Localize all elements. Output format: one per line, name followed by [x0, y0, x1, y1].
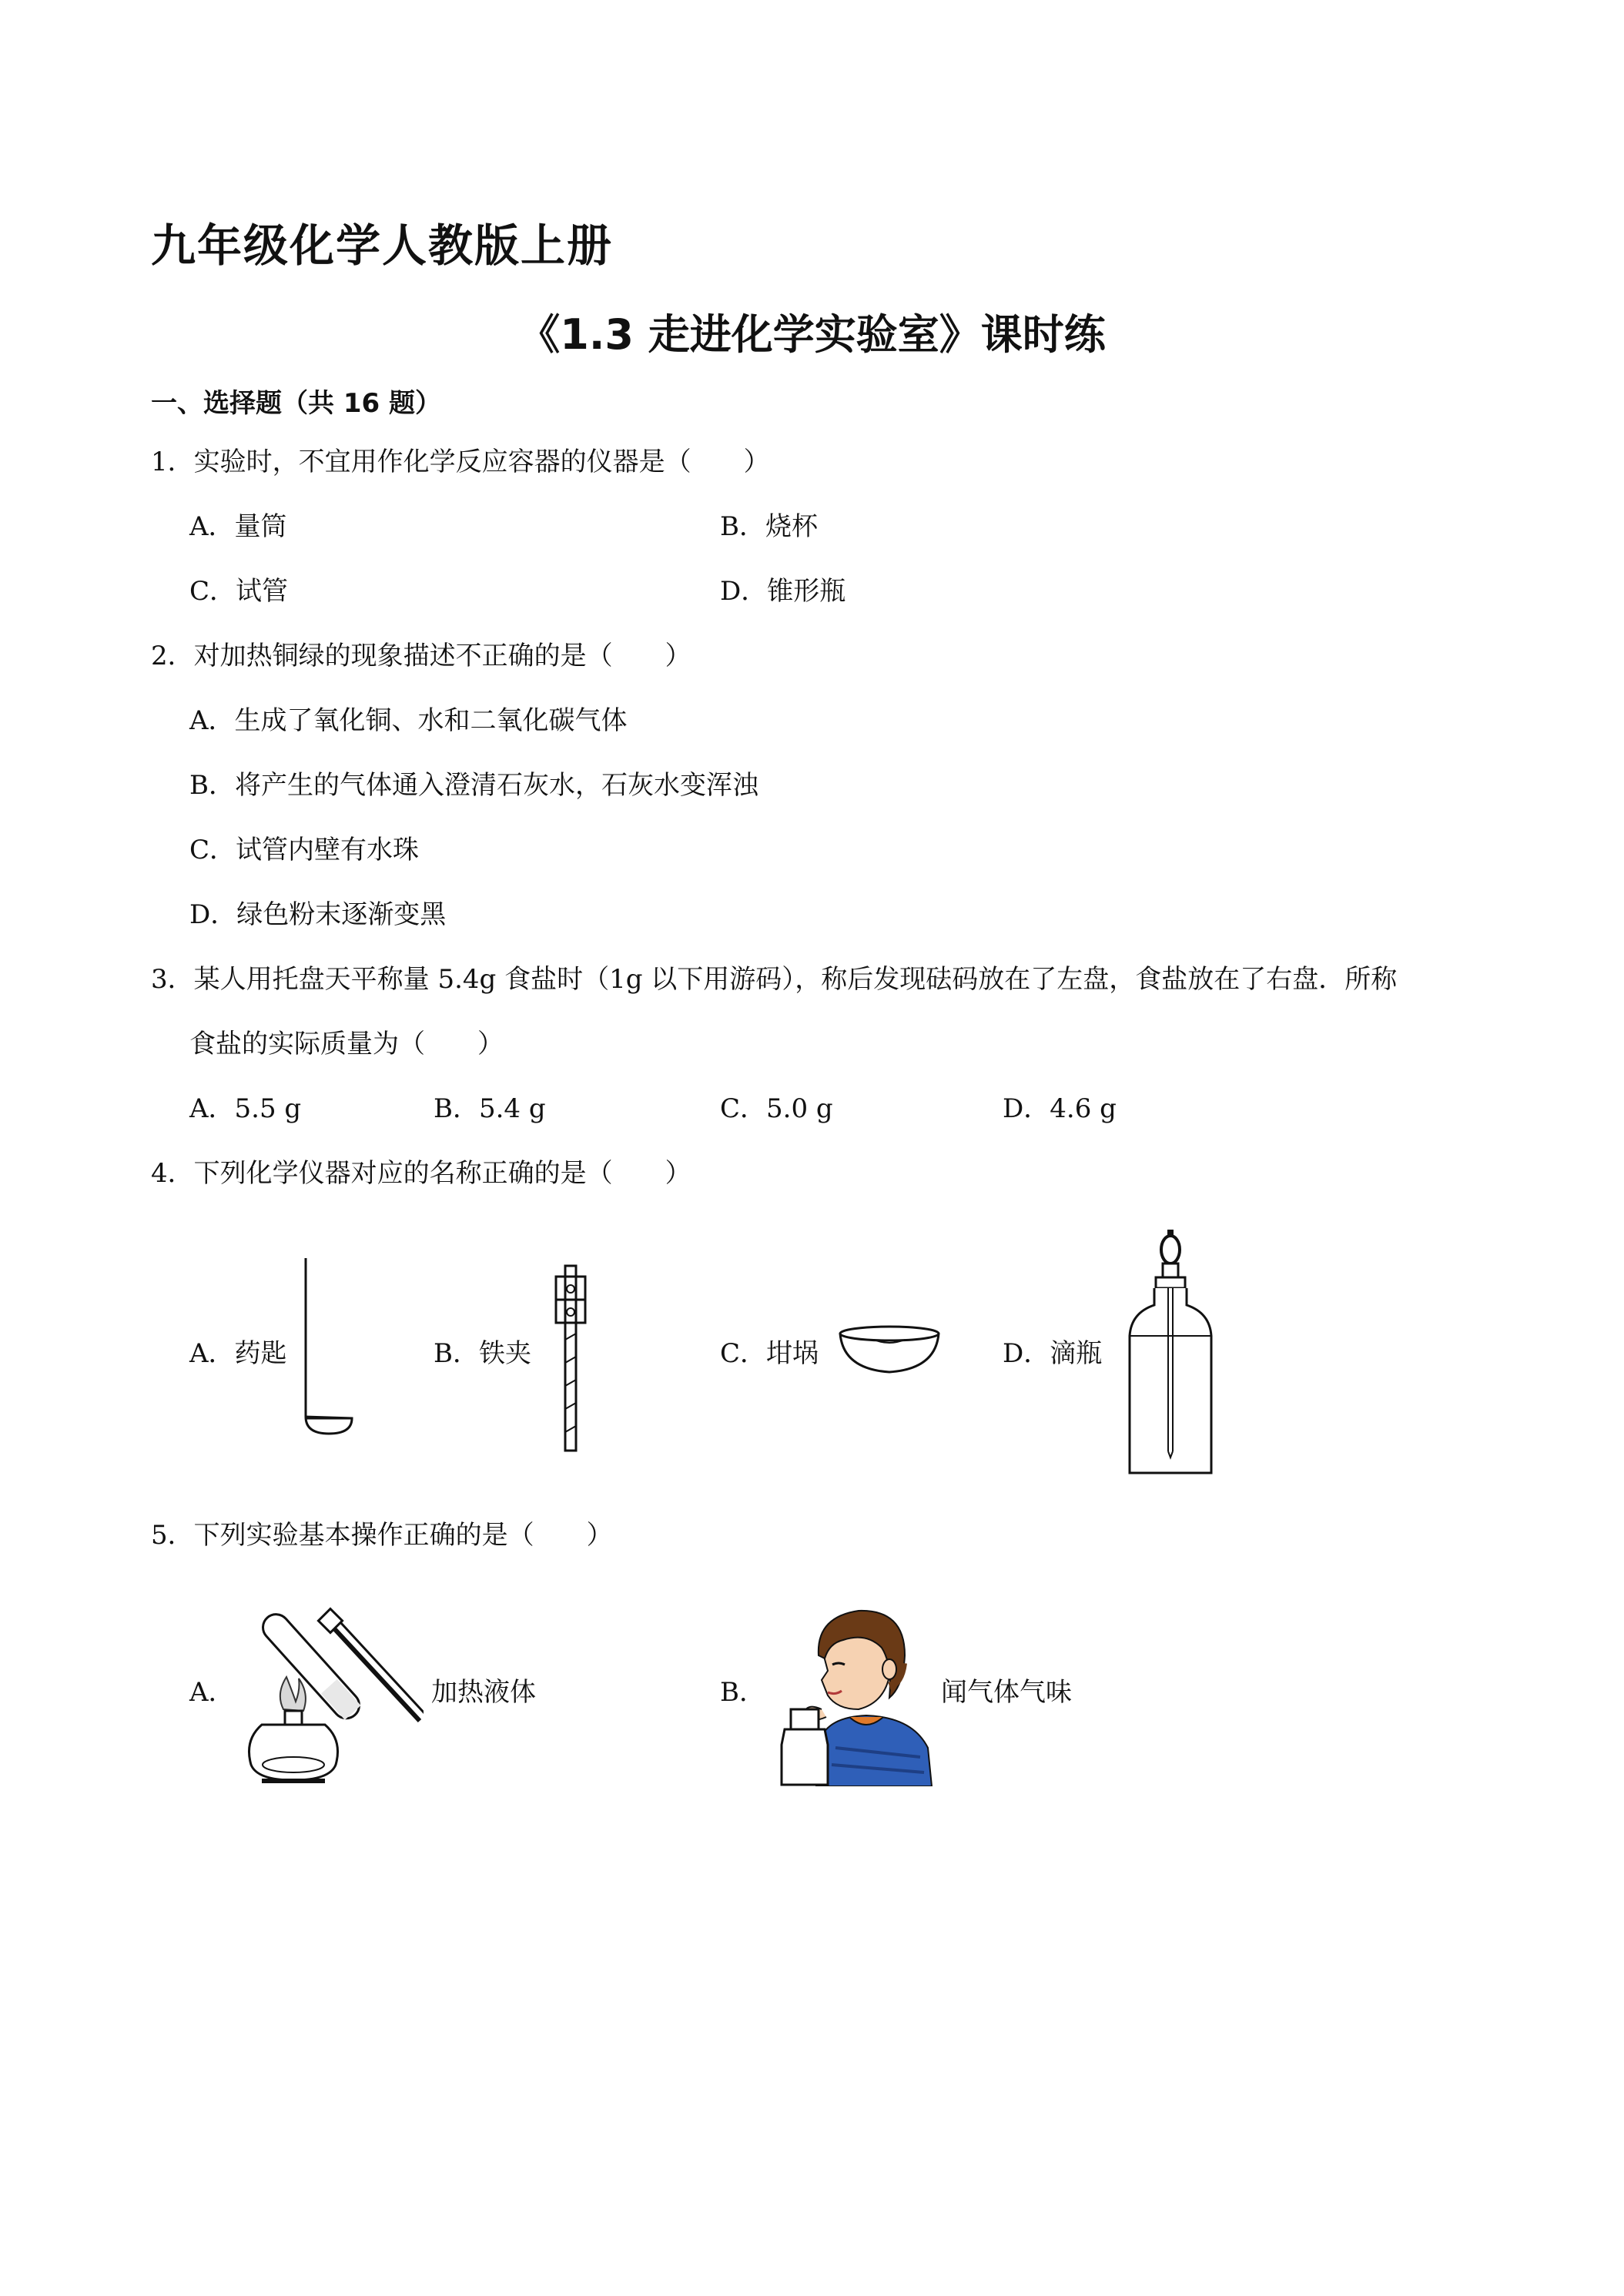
question-1-option-c[interactable]: C．试管 — [189, 576, 289, 607]
question-4-option-d[interactable]: D．滴瓶 — [1003, 1338, 1103, 1369]
question-2-option-a[interactable]: A．生成了氧化铜、水和二氧化碳气体 — [189, 705, 628, 736]
section-heading: 一、选择题（共 16 题） — [151, 388, 441, 419]
question-2-option-d[interactable]: D．绿色粉末逐渐变黑 — [189, 899, 447, 930]
document-title: 九年级化学人教版上册 — [151, 219, 614, 272]
question-2-option-c[interactable]: C．试管内壁有水珠 — [189, 835, 420, 865]
question-1-option-b[interactable]: B．烧杯 — [720, 511, 818, 542]
question-4-stem: 4．下列化学仪器对应的名称正确的是（ ） — [151, 1158, 691, 1189]
iron-clamp-figure — [545, 1263, 599, 1455]
question-3-option-c[interactable]: C．5.0 g — [720, 1093, 833, 1124]
question-5-stem: 5．下列实验基本操作正确的是（ ） — [151, 1520, 613, 1551]
question-5-option-b-caption: 闻气体气味 — [941, 1677, 1072, 1708]
crucible-figure — [835, 1324, 943, 1378]
question-4-option-b[interactable]: B．铁夹 — [434, 1338, 531, 1369]
question-3-stem-line-1: 3．某人用托盘天平称量 5.4g 食盐时（1g 以下用游码），称后发现砝码放在了左盘，食盐放在了右盘．所称 — [151, 964, 1398, 995]
dropper-bottle-figure — [1120, 1228, 1221, 1478]
question-4-option-c[interactable]: C．坩埚 — [720, 1338, 819, 1369]
question-2-option-b[interactable]: B．将产生的气体通入澄清石灰水，石灰水变浑浊 — [189, 770, 758, 801]
question-5-option-a-letter[interactable]: A． — [189, 1677, 235, 1708]
smelling-gas-figure — [774, 1594, 936, 1786]
question-5-option-a-caption: 加热液体 — [431, 1677, 536, 1708]
question-3-stem-line-2: 食盐的实际质量为（ ） — [189, 1029, 504, 1059]
question-4-option-a[interactable]: A．药匙 — [189, 1338, 287, 1369]
question-5-option-b-letter[interactable]: B． — [720, 1677, 765, 1708]
question-2-stem: 2．对加热铜绿的现象描述不正确的是（ ） — [151, 641, 691, 671]
spoon-figure — [296, 1255, 366, 1440]
lesson-title: 《1.3 走进化学实验室》课时练 — [518, 310, 1106, 359]
question-1-option-d[interactable]: D．锥形瓶 — [720, 576, 846, 607]
question-3-option-b[interactable]: B．5.4 g — [434, 1093, 546, 1124]
heating-liquid-figure — [231, 1586, 424, 1786]
question-3-option-a[interactable]: A．5.5 g — [189, 1093, 302, 1124]
question-3-option-d[interactable]: D．4.6 g — [1003, 1093, 1117, 1124]
question-1-option-a[interactable]: A．量筒 — [189, 511, 287, 542]
question-1-stem: 1．实验时，不宜用作化学反应容器的仪器是（ ） — [151, 447, 770, 477]
